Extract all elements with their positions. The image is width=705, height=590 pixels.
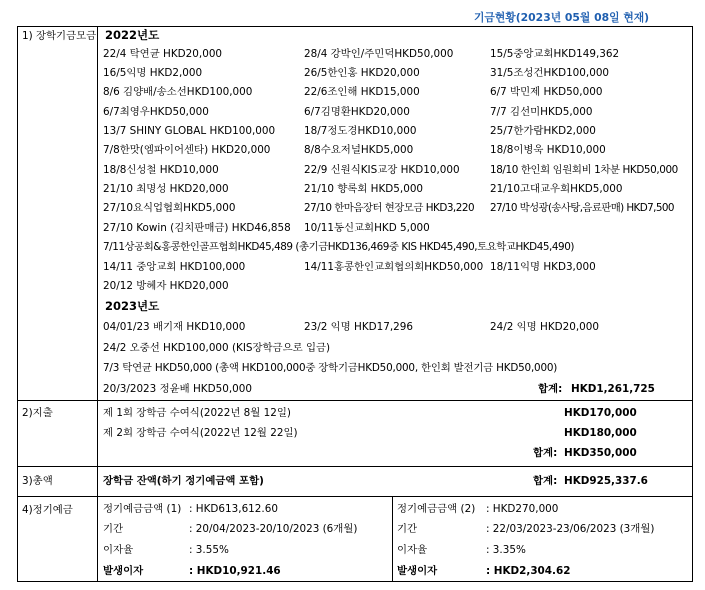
expense-item: 제 2회 장학금 수여식(2022년 12월 22일) xyxy=(103,427,298,439)
donation-entry: 20/3/2023 정윤배 HKD50,000 xyxy=(103,383,252,395)
donation-entry: 25/7한가람HKD2,000 xyxy=(490,125,596,137)
deposit-interest-label: 발생이자 xyxy=(103,565,144,577)
donation-entry: 7/3 탁연균 HKD50,000 (총액 HKD100,000중 장학기금HKD50,000, 한인회 발전기금 HKD50,000) xyxy=(103,362,558,374)
donation-entry: 7/7 김선미HKD5,000 xyxy=(490,106,593,118)
donation-entry: 22/6조인해 HKD15,000 xyxy=(304,86,420,98)
section-label-deposit: 4)정기예금 xyxy=(22,504,73,516)
donation-entry: 22/9 신원식KIS교장 HKD10,000 xyxy=(304,164,460,176)
donation-entry: 04/01/23 배기재 HKD10,000 xyxy=(103,321,246,333)
donation-entry: 20/12 방혜자 HKD20,000 xyxy=(103,280,229,292)
donation-entry: 16/5익명 HKD2,000 xyxy=(103,67,203,79)
donation-entry: 18/8이병욱 HKD10,000 xyxy=(490,144,606,156)
expense-amount: HKD180,000 xyxy=(564,427,637,439)
deposit-amount-value: : HKD270,000 xyxy=(486,503,559,515)
deposit-rate-label: 이자율 xyxy=(397,544,428,556)
donation-entry: 18/10 한인회 임원회비 1차분 HKD50,000 xyxy=(490,164,678,176)
deposit-period-label: 기간 xyxy=(103,523,124,535)
section-label-fundraising: 1) 장학기금모금 xyxy=(22,30,97,42)
donation-entry: 27/10 박성광(송사탕,음료판매) HKD7,500 xyxy=(490,202,674,214)
donation-entry: 8/6 김양배/송소선HKD100,000 xyxy=(103,86,253,98)
expense-total-label: 합계: xyxy=(533,447,558,459)
year-heading-2023: 2023년도 xyxy=(105,299,160,313)
deposit-rate-value: : 3.55% xyxy=(189,544,229,556)
deposit-period-value: : 20/04/2023-20/10/2023 (6개월) xyxy=(189,523,358,535)
section-label-expense: 2)지출 xyxy=(22,407,53,419)
donation-entry: 21/10 향록회 HKD5,000 xyxy=(304,183,424,195)
donation-entry: 18/11익명 HKD3,000 xyxy=(490,261,596,273)
balance-total-label: 합계: xyxy=(533,475,558,487)
page-title: 기금현황(2023년 05월 08일 현재) xyxy=(474,11,650,24)
deposit-amount-value: : HKD613,612.60 xyxy=(189,503,278,515)
expense-total-value: HKD350,000 xyxy=(564,447,637,459)
deposit-interest-value: : HKD10,921.46 xyxy=(189,565,281,577)
donation-entry: 21/10 최명성 HKD20,000 xyxy=(103,183,229,195)
donation-entry: 24/2 익명 HKD20,000 xyxy=(490,321,599,333)
deposit-rate-label: 이자율 xyxy=(103,544,134,556)
donation-entry: 6/7김명환HKD20,000 xyxy=(304,106,410,118)
deposit-rate-value: : 3.35% xyxy=(486,544,526,556)
donation-entry: 31/5조성건HKD100,000 xyxy=(490,67,610,79)
donation-entry: 28/4 강박인/주민덕HKD50,000 xyxy=(304,48,454,60)
deposit-interest-label: 발생이자 xyxy=(397,565,438,577)
donation-entry: 15/5중앙교회HKD149,362 xyxy=(490,48,620,60)
donation-entry: 18/7정도경HKD10,000 xyxy=(304,125,417,137)
donation-entry: 8/8수요저널HKD5,000 xyxy=(304,144,414,156)
donation-entry: 13/7 SHINY GLOBAL HKD100,000 xyxy=(103,125,276,137)
deposit-divider xyxy=(392,496,393,582)
deposit-amount-label: 정기예금금액 (2) xyxy=(397,503,476,515)
donation-entry: 21/10고대교우회HKD5,000 xyxy=(490,183,623,195)
donation-entry: 23/2 익명 HKD17,296 xyxy=(304,321,413,333)
year-heading-2022: 2022년도 xyxy=(105,28,160,42)
row-divider xyxy=(17,496,693,497)
donation-entry: 14/11 중앙교회 HKD100,000 xyxy=(103,261,246,273)
donation-entry: 27/10 한마음장터 현장모금 HKD3,220 xyxy=(304,202,475,214)
donation-entry: 27/10 Kowin (김치판매금) HKD46,858 xyxy=(103,222,291,234)
expense-amount: HKD170,000 xyxy=(564,407,637,419)
balance-total-value: HKD925,337.6 xyxy=(564,475,648,487)
donation-entry: 18/8신성철 HKD10,000 xyxy=(103,164,219,176)
donation-entry: 22/4 탁연균 HKD20,000 xyxy=(103,48,223,60)
donation-entry: 14/11홍콩한인교회협의회HKD50,000 xyxy=(304,261,484,273)
row-divider xyxy=(17,400,693,401)
donation-entry: 6/7최영우HKD50,000 xyxy=(103,106,209,118)
deposit-interest-value: : HKD2,304.62 xyxy=(486,565,571,577)
donation-entry: 26/5한인홍 HKD20,000 xyxy=(304,67,420,79)
row-divider xyxy=(17,466,693,467)
expense-item: 제 1회 장학금 수여식(2022년 8월 12일) xyxy=(103,407,291,419)
donation-entry: 6/7 박민제 HKD50,000 xyxy=(490,86,603,98)
label-column-divider xyxy=(97,26,98,582)
fundraising-total-value: HKD1,261,725 xyxy=(571,383,655,395)
deposit-amount-label: 정기예금금액 (1) xyxy=(103,503,182,515)
section-label-balance: 3)총액 xyxy=(22,475,53,487)
deposit-period-value: : 22/03/2023-23/06/2023 (3개월) xyxy=(486,523,655,535)
donation-entry: 24/2 오중선 HKD100,000 (KIS장학금으로 입금) xyxy=(103,342,331,354)
donation-entry: 10/11동신교회HKD 5,000 xyxy=(304,222,430,234)
donation-entry: 27/10요식업협회HKD5,000 xyxy=(103,202,236,214)
donation-entry: 7/8한맛(엠파이어센타) HKD20,000 xyxy=(103,144,271,156)
donation-entry-wide: 7/11상공회&홍콩한인골프협회HKD45,489 (총기금HKD136,469중 KIS HKD45,490,토요학교HKD45,490) xyxy=(103,241,574,253)
deposit-period-label: 기간 xyxy=(397,523,418,535)
fundraising-total-label: 합계: xyxy=(538,383,563,395)
balance-text: 장학금 잔액(하기 정기예금액 포함) xyxy=(103,475,264,487)
